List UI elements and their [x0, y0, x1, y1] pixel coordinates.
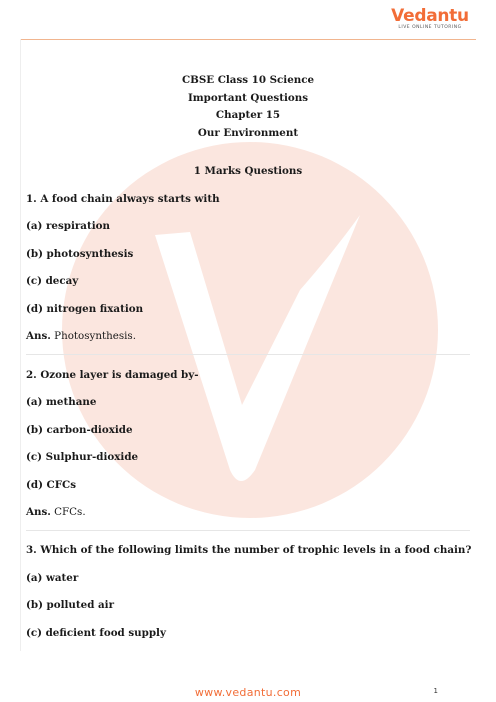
section-heading: 1 Marks Questions [193, 165, 303, 177]
answer-value: Photosynthesis. [54, 330, 136, 342]
left-margin-line [20, 39, 21, 651]
answer-label: Ans. [26, 506, 51, 518]
question-1: 1. A food chain always starts with [26, 193, 220, 205]
q3-option-a: (a) water [26, 572, 79, 584]
header-divider [20, 39, 476, 40]
question-divider [26, 354, 470, 355]
title-line-4: Our Environment [197, 127, 299, 139]
title-line-3: Chapter 15 [215, 109, 281, 121]
page-number: 1 [433, 687, 438, 695]
q2-answer [26, 506, 86, 518]
q1-option-a: (a) respiration [26, 220, 111, 232]
question-2: 2. Ozone layer is damaged by- [26, 369, 199, 381]
answer-value: CFCs. [54, 506, 86, 518]
q1-option-d: (d) nitrogen fixation [26, 303, 144, 315]
title-line-1: CBSE Class 10 Science [181, 74, 315, 86]
q1-answer [26, 330, 136, 342]
footer-url[interactable]: www.vedantu.com [194, 686, 302, 699]
q2-option-d: (d) CFCs [26, 479, 77, 491]
q3-option-b: (b) polluted air [26, 599, 115, 611]
q3-option-c: (c) deficient food supply [26, 627, 166, 639]
q2-option-b: (b) carbon-dioxide [26, 424, 133, 436]
q2-option-a: (a) methane [26, 396, 97, 408]
vedantu-logo [384, 6, 476, 30]
q1-option-b: (b) photosynthesis [26, 248, 134, 260]
question-divider [26, 530, 470, 531]
q1-option-c: (c) decay [26, 275, 79, 287]
title-line-2: Important Questions [187, 92, 309, 104]
q2-option-c: (c) Sulphur-dioxide [26, 451, 139, 463]
logo-wordmark: Vedantu [391, 6, 469, 26]
logo-tagline: LIVE ONLINE TUTORING [398, 25, 462, 30]
answer-label: Ans. [26, 330, 51, 342]
question-3: 3. Which of the following limits the number of trophic levels in a food chain? [26, 544, 472, 556]
